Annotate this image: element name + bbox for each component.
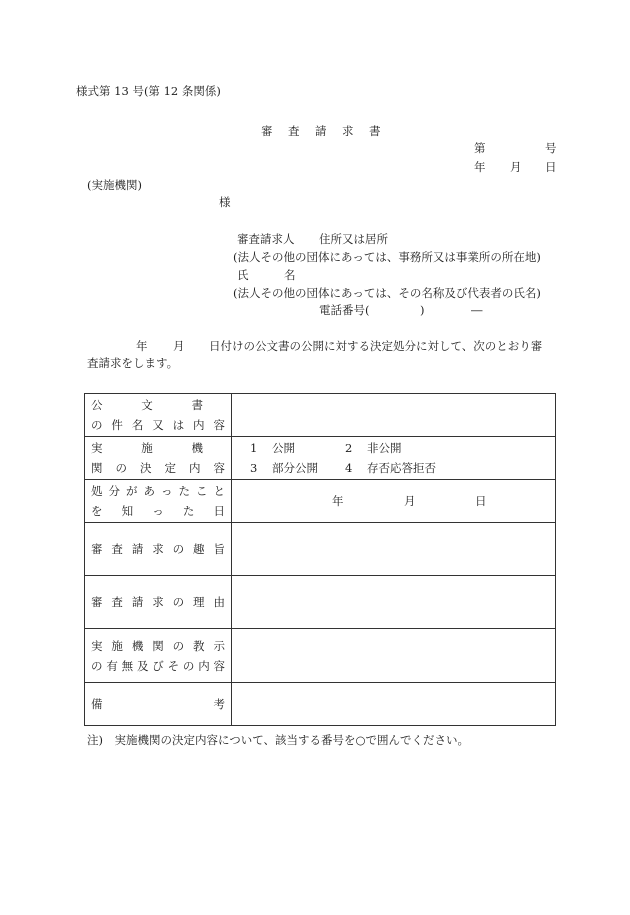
value-purpose[interactable] bbox=[232, 523, 556, 576]
value-instruction[interactable] bbox=[232, 629, 556, 683]
label-reason bbox=[85, 576, 232, 629]
phone-close: ) bbox=[420, 303, 425, 317]
page-title: 審 査 請 求 書 bbox=[261, 124, 383, 138]
option-number[interactable]: 1 bbox=[250, 441, 258, 455]
requester-role-label: 審査請求人 bbox=[237, 232, 295, 246]
table-row-reason bbox=[85, 576, 556, 629]
option-number[interactable]: 3 bbox=[250, 461, 258, 475]
label-line: の 有 無 及 び そ の 内 容 bbox=[91, 658, 225, 673]
table-row-decision bbox=[85, 437, 556, 480]
value-remarks[interactable] bbox=[232, 683, 556, 726]
document-number-prefix: 第 bbox=[474, 141, 486, 155]
addressee-honorific: 様 bbox=[219, 195, 231, 209]
value-decision-options bbox=[232, 437, 556, 480]
table-row-instruction bbox=[85, 629, 556, 683]
label-notice-date bbox=[85, 480, 232, 523]
notice-date-month: 月 bbox=[404, 494, 416, 508]
label-line: 実 施 機 bbox=[91, 441, 203, 455]
label-decision bbox=[85, 437, 232, 480]
value-document-subject[interactable] bbox=[232, 394, 556, 437]
label-instruction bbox=[85, 629, 232, 683]
request-form-table bbox=[84, 393, 556, 726]
phone-dash: ― bbox=[471, 303, 483, 317]
footnote: 注) 実施機関の決定内容について、該当する番号を○で囲んでください。 bbox=[87, 733, 470, 747]
table-row-document-subject bbox=[85, 394, 556, 437]
date-month-label: 月 bbox=[510, 160, 522, 174]
label-line: 関 の 決 定 内 容 bbox=[91, 461, 225, 475]
requester-name-label-a: 氏 bbox=[237, 268, 249, 282]
value-reason[interactable] bbox=[232, 576, 556, 629]
table-row-notice-date bbox=[85, 480, 556, 523]
label-line: 備 考 bbox=[91, 697, 225, 711]
body-text-line2: 査請求をします。 bbox=[87, 356, 179, 370]
phone-label: 電話番号( bbox=[319, 303, 370, 317]
label-line: 処 分 が あ っ た こ と bbox=[91, 484, 225, 498]
requester-address-label: 住所又は居所 bbox=[319, 232, 388, 246]
body-text-line1: 日付けの公文書の公開に対する決定処分に対して、次のとおり審 bbox=[209, 339, 543, 353]
value-notice-date[interactable] bbox=[232, 480, 556, 523]
body-month: 月 bbox=[173, 339, 185, 353]
label-line: 実 施 機 関 の 教 示 bbox=[91, 638, 225, 653]
label-line: 公 文 書 bbox=[91, 398, 203, 412]
document-number-suffix: 号 bbox=[545, 141, 557, 155]
label-line: を 知 っ た 日 bbox=[91, 504, 225, 518]
table-row-remarks bbox=[85, 683, 556, 726]
notice-date-day: 日 bbox=[475, 494, 487, 508]
requester-address-note: (法人その他の団体にあっては、事務所又は事業所の所在地) bbox=[233, 250, 541, 264]
form-number: 様式第 13 号(第 12 条関係) bbox=[76, 84, 221, 98]
option-number[interactable]: 4 bbox=[345, 461, 353, 475]
label-line: 審 査 請 求 の 趣 旨 bbox=[91, 542, 225, 556]
label-remarks bbox=[85, 683, 232, 726]
label-document-subject bbox=[85, 394, 232, 437]
date-day-label: 日 bbox=[545, 160, 557, 174]
date-year-label: 年 bbox=[474, 160, 486, 174]
option-text: 部分公開 bbox=[272, 461, 318, 475]
body-year: 年 bbox=[136, 339, 148, 353]
label-purpose bbox=[85, 523, 232, 576]
requester-name-label-b: 名 bbox=[284, 268, 296, 282]
option-text: 非公開 bbox=[367, 441, 402, 455]
table-row-purpose bbox=[85, 523, 556, 576]
option-text: 存否応答拒否 bbox=[367, 461, 436, 475]
label-line: の 件 名 又 は 内 容 bbox=[91, 418, 225, 432]
notice-date-year: 年 bbox=[332, 494, 344, 508]
option-text: 公開 bbox=[272, 441, 295, 455]
requester-name-note: (法人その他の団体にあっては、その名称及び代表者の氏名) bbox=[233, 286, 541, 300]
addressee-org-label: (実施機関) bbox=[87, 178, 142, 192]
option-number[interactable]: 2 bbox=[345, 441, 353, 455]
label-line: 審 査 請 求 の 理 由 bbox=[91, 595, 225, 609]
